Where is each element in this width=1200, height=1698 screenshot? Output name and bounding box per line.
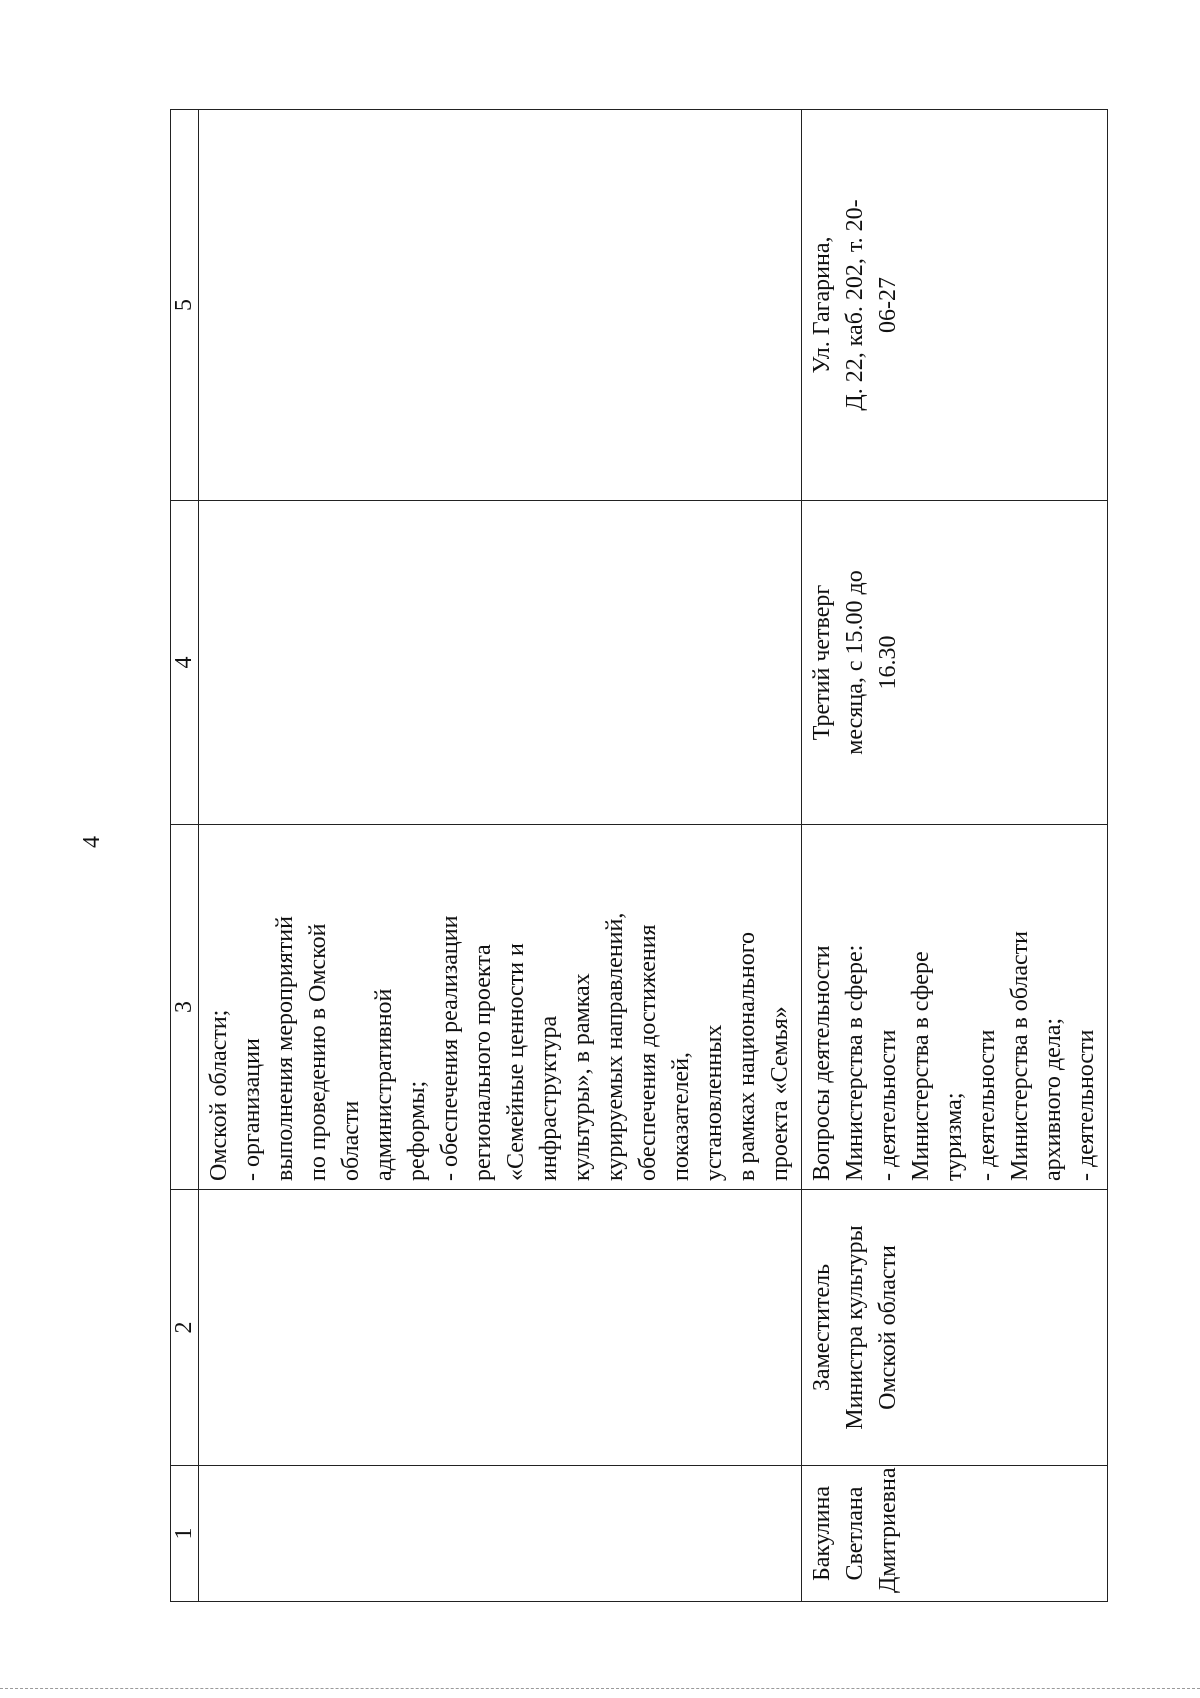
cont-cell-name	[199, 1466, 802, 1602]
header-cell-5: 5	[171, 110, 199, 501]
person-name-line: Светлана	[842, 1486, 868, 1581]
person-schedule-line: Третий четверг	[809, 584, 835, 741]
person-address-line: Ул. Гагарина,	[809, 236, 835, 374]
header-cell-2: 2	[171, 1190, 199, 1466]
person-address-cell	[802, 110, 1108, 501]
person-duty-line: - деятельности	[1073, 1029, 1099, 1181]
scan-edge-divider	[0, 1688, 1200, 1689]
cont-duty-line: показателей,	[668, 1052, 694, 1181]
cont-cell-duties	[199, 825, 802, 1190]
header-cell-3: 3	[171, 825, 199, 1190]
person-schedule-line: 16.30	[875, 635, 901, 690]
cont-duty-line: области	[338, 1100, 364, 1181]
cont-duty-line: по проведению в Омской	[305, 923, 331, 1181]
cont-duty-line: в рамках национального	[734, 931, 760, 1181]
person-position-line: Министра культуры	[842, 1225, 868, 1430]
cont-duty-line: проекта «Семья»	[767, 1006, 793, 1181]
cont-duty-line: Омской области;	[206, 1009, 232, 1181]
cont-cell-schedule	[199, 501, 802, 825]
table-row-bakulina	[802, 110, 1108, 1602]
cont-cell-position	[199, 1190, 802, 1466]
cont-duty-line: «Семейные ценности и	[503, 943, 529, 1181]
cont-duty-line: обеспечения достижения	[635, 924, 661, 1181]
person-schedule-line: месяца, с 15.00 до	[842, 570, 868, 755]
cont-duty-line: - организации	[239, 1038, 265, 1181]
table-row-continuation	[199, 110, 802, 1602]
header-row	[171, 110, 199, 1602]
person-name-line: Дмитриевна	[875, 1467, 901, 1593]
header-cell-1: 1	[171, 1466, 199, 1602]
person-duty-line: Вопросы деятельности	[809, 945, 835, 1181]
cont-cell-address	[199, 110, 802, 501]
person-name-line: Бакулина	[809, 1486, 835, 1582]
person-name-cell	[802, 1466, 1108, 1602]
cont-duty-line: курируемых направлений,	[602, 912, 628, 1181]
person-position-line: Омской области	[875, 1245, 901, 1410]
person-address-line: 06-27	[875, 277, 901, 333]
cont-duty-line: инфраструктура	[536, 1015, 562, 1181]
header-cell-4: 4	[171, 501, 199, 825]
cont-duty-line: административной	[371, 988, 397, 1181]
person-duty-line: архивного дела;	[1040, 1017, 1066, 1181]
person-duty-line: туризма;	[941, 1092, 967, 1181]
cont-duty-line: регионального проекта	[470, 944, 496, 1181]
person-schedule-cell	[802, 501, 1108, 825]
schedule-table	[170, 109, 1108, 1602]
page-number: 4	[79, 836, 105, 848]
person-duty-line: Министерства в сфере	[908, 951, 934, 1181]
person-position-line: Заместитель	[809, 1263, 835, 1392]
person-duty-line: Министерства в области	[1007, 930, 1033, 1181]
cont-duty-line: выполнения мероприятий	[272, 916, 298, 1181]
cont-duty-line: реформы;	[404, 1080, 430, 1181]
person-address-line: Д. 22, каб. 202, т. 20-	[842, 199, 868, 411]
person-duty-line: Министерства в сфере:	[842, 944, 868, 1181]
person-duties-cell	[802, 825, 1108, 1190]
person-duty-line: - деятельности	[875, 1029, 901, 1181]
person-duty-line: - деятельности	[974, 1029, 1000, 1181]
cont-duty-line: культуры», в рамках	[569, 973, 595, 1181]
person-position-cell	[802, 1190, 1108, 1466]
rotated-table-container	[170, 110, 1099, 1602]
cont-duty-line: - обеспечения реализации	[437, 915, 463, 1181]
cont-duty-line: установленных	[701, 1024, 727, 1181]
